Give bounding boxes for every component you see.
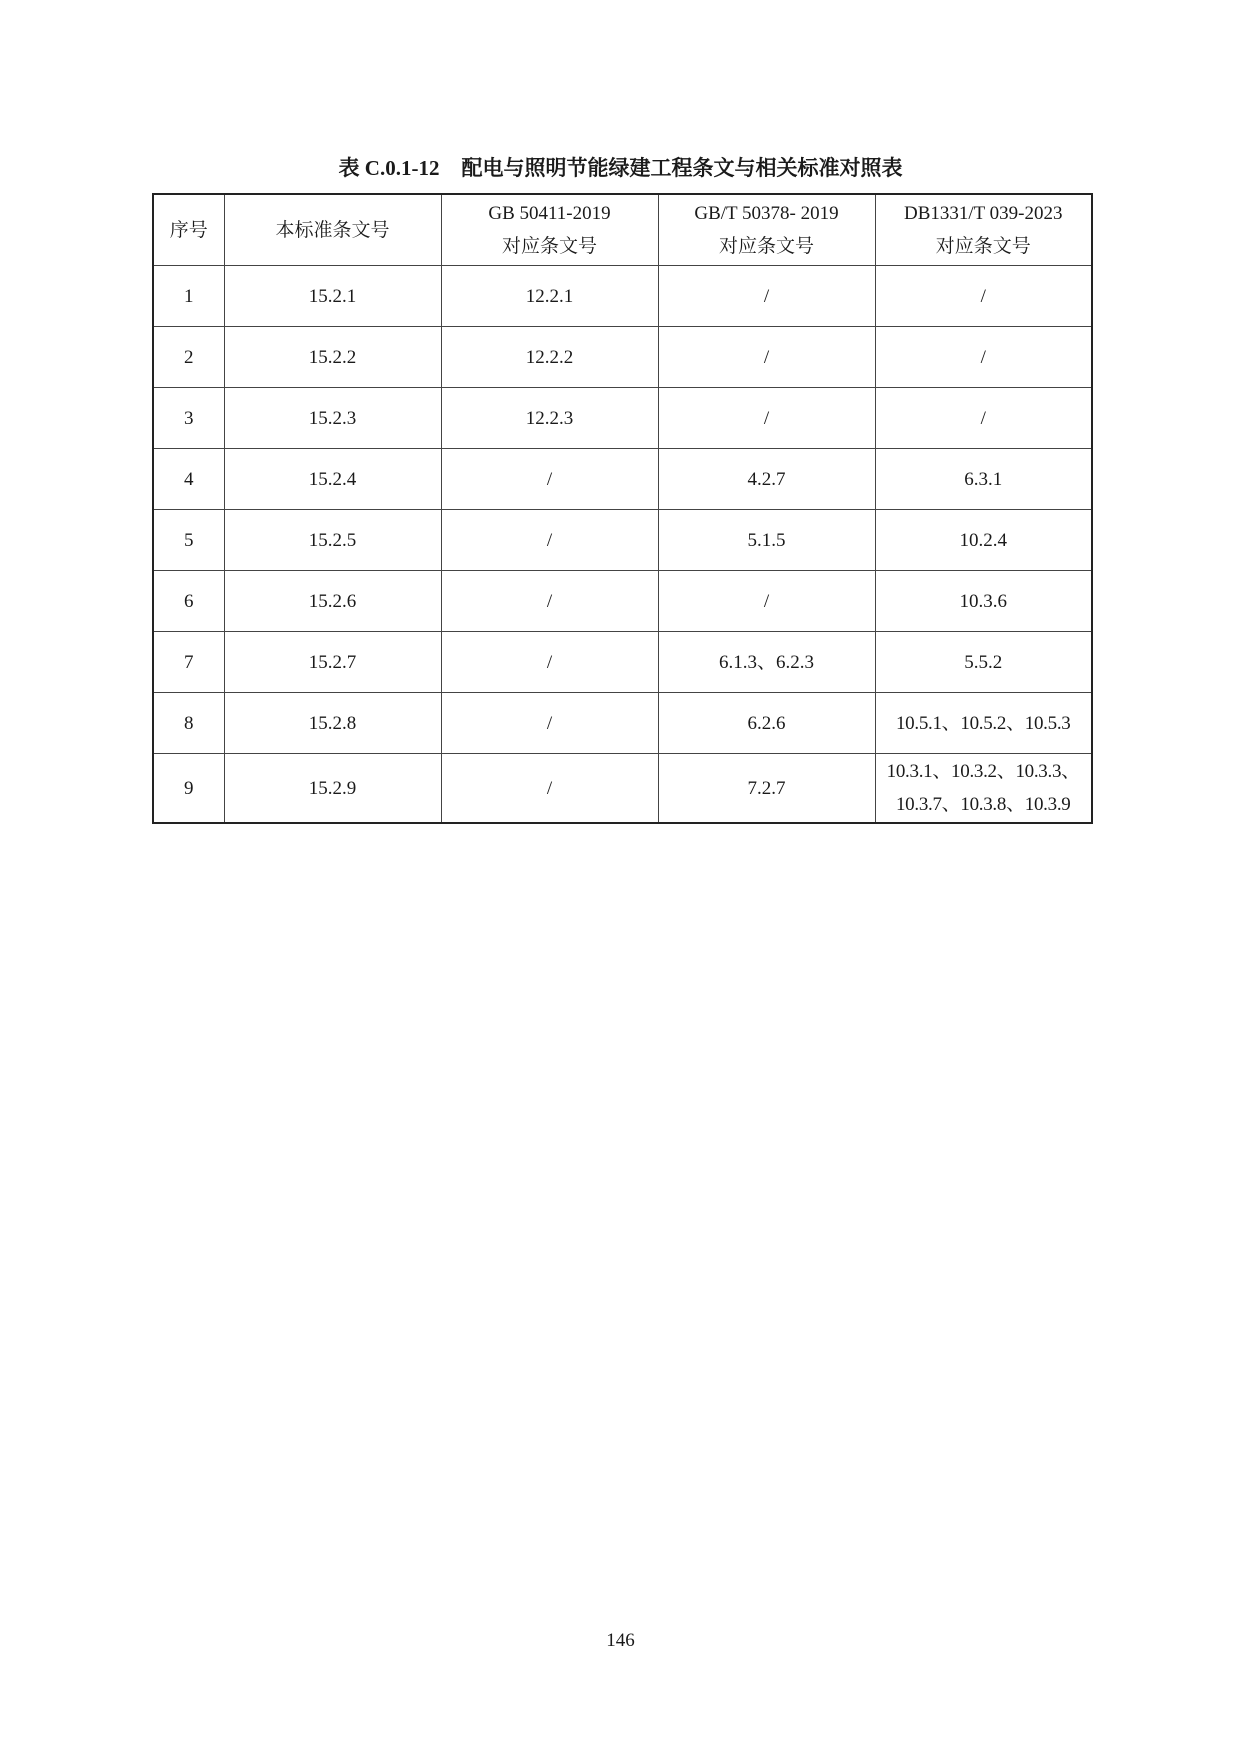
cell-db-clause-line: 10.3.7、10.3.8、10.3.9 bbox=[895, 794, 1071, 815]
cell-gb-clause: 12.2.2 bbox=[441, 327, 658, 388]
cell-gbt-clause: 7.2.7 bbox=[658, 754, 875, 824]
cell-gb-clause: / bbox=[441, 571, 658, 632]
header-own-clause: 本标准条文号 bbox=[224, 194, 441, 266]
table-row bbox=[153, 571, 1092, 632]
table-row bbox=[153, 388, 1092, 449]
cell-serial: 3 bbox=[153, 388, 224, 449]
cell-db-clause: 5.5.2 bbox=[875, 632, 1092, 693]
header-serial-number: 序号 bbox=[153, 194, 224, 266]
cell-gbt-clause: 4.2.7 bbox=[658, 449, 875, 510]
cell-db-clause: 10.3.6 bbox=[875, 571, 1092, 632]
table-header-row bbox=[153, 194, 1092, 266]
cell-db-clause: / bbox=[875, 388, 1092, 449]
cell-serial: 4 bbox=[153, 449, 224, 510]
cell-gbt-clause: / bbox=[658, 327, 875, 388]
cell-serial: 9 bbox=[153, 754, 224, 824]
cell-db-clause-line: 10.3.1、10.3.2、10.3.3、 bbox=[886, 761, 1080, 782]
cell-db-clause: 10.5.1、10.5.2、10.5.3 bbox=[875, 693, 1092, 754]
cell-gb-clause: / bbox=[441, 510, 658, 571]
cell-own-clause: 15.2.4 bbox=[224, 449, 441, 510]
table-row bbox=[153, 632, 1092, 693]
table-caption-code: 表 C.0.1-12 bbox=[338, 156, 440, 180]
standards-comparison-table bbox=[152, 193, 1093, 824]
table-row bbox=[153, 266, 1092, 327]
cell-own-clause: 15.2.1 bbox=[224, 266, 441, 327]
cell-gb-clause: / bbox=[441, 449, 658, 510]
cell-gbt-clause: 6.2.6 bbox=[658, 693, 875, 754]
table-row bbox=[153, 754, 1092, 824]
table-row bbox=[153, 510, 1092, 571]
cell-own-clause: 15.2.2 bbox=[224, 327, 441, 388]
cell-db-clause: 10.2.4 bbox=[875, 510, 1092, 571]
cell-db-clause bbox=[875, 754, 1092, 824]
cell-gbt-clause: / bbox=[658, 388, 875, 449]
cell-own-clause: 15.2.5 bbox=[224, 510, 441, 571]
header-gbt-50378: GB/T 50378- 2019 对应条文号 bbox=[658, 194, 875, 266]
cell-serial: 5 bbox=[153, 510, 224, 571]
cell-serial: 7 bbox=[153, 632, 224, 693]
header-gb-50411: GB 50411-2019 对应条文号 bbox=[441, 194, 658, 266]
cell-gbt-clause: 6.1.3、6.2.3 bbox=[658, 632, 875, 693]
cell-own-clause: 15.2.3 bbox=[224, 388, 441, 449]
table-caption bbox=[0, 150, 1241, 186]
cell-gb-clause: 12.2.1 bbox=[441, 266, 658, 327]
cell-gbt-clause: / bbox=[658, 571, 875, 632]
cell-gb-clause: / bbox=[441, 693, 658, 754]
cell-own-clause: 15.2.7 bbox=[224, 632, 441, 693]
cell-serial: 2 bbox=[153, 327, 224, 388]
header-db1331: DB1331/T 039-2023 对应条文号 bbox=[875, 194, 1092, 266]
cell-serial: 1 bbox=[153, 266, 224, 327]
cell-own-clause: 15.2.6 bbox=[224, 571, 441, 632]
table-body bbox=[153, 266, 1092, 824]
cell-db-clause: 6.3.1 bbox=[875, 449, 1092, 510]
cell-serial: 6 bbox=[153, 571, 224, 632]
cell-db-clause: / bbox=[875, 266, 1092, 327]
cell-own-clause: 15.2.9 bbox=[224, 754, 441, 824]
table-row bbox=[153, 327, 1092, 388]
cell-gb-clause: / bbox=[441, 632, 658, 693]
cell-gbt-clause: / bbox=[658, 266, 875, 327]
table-row bbox=[153, 693, 1092, 754]
cell-serial: 8 bbox=[153, 693, 224, 754]
cell-gb-clause: / bbox=[441, 754, 658, 824]
table-caption-text: 配电与照明节能绿建工程条文与相关标准对照表 bbox=[461, 156, 903, 180]
table-row bbox=[153, 449, 1092, 510]
cell-gb-clause: 12.2.3 bbox=[441, 388, 658, 449]
page-number: 146 bbox=[606, 1630, 635, 1651]
cell-db-clause: / bbox=[875, 327, 1092, 388]
cell-own-clause: 15.2.8 bbox=[224, 693, 441, 754]
cell-gbt-clause: 5.1.5 bbox=[658, 510, 875, 571]
